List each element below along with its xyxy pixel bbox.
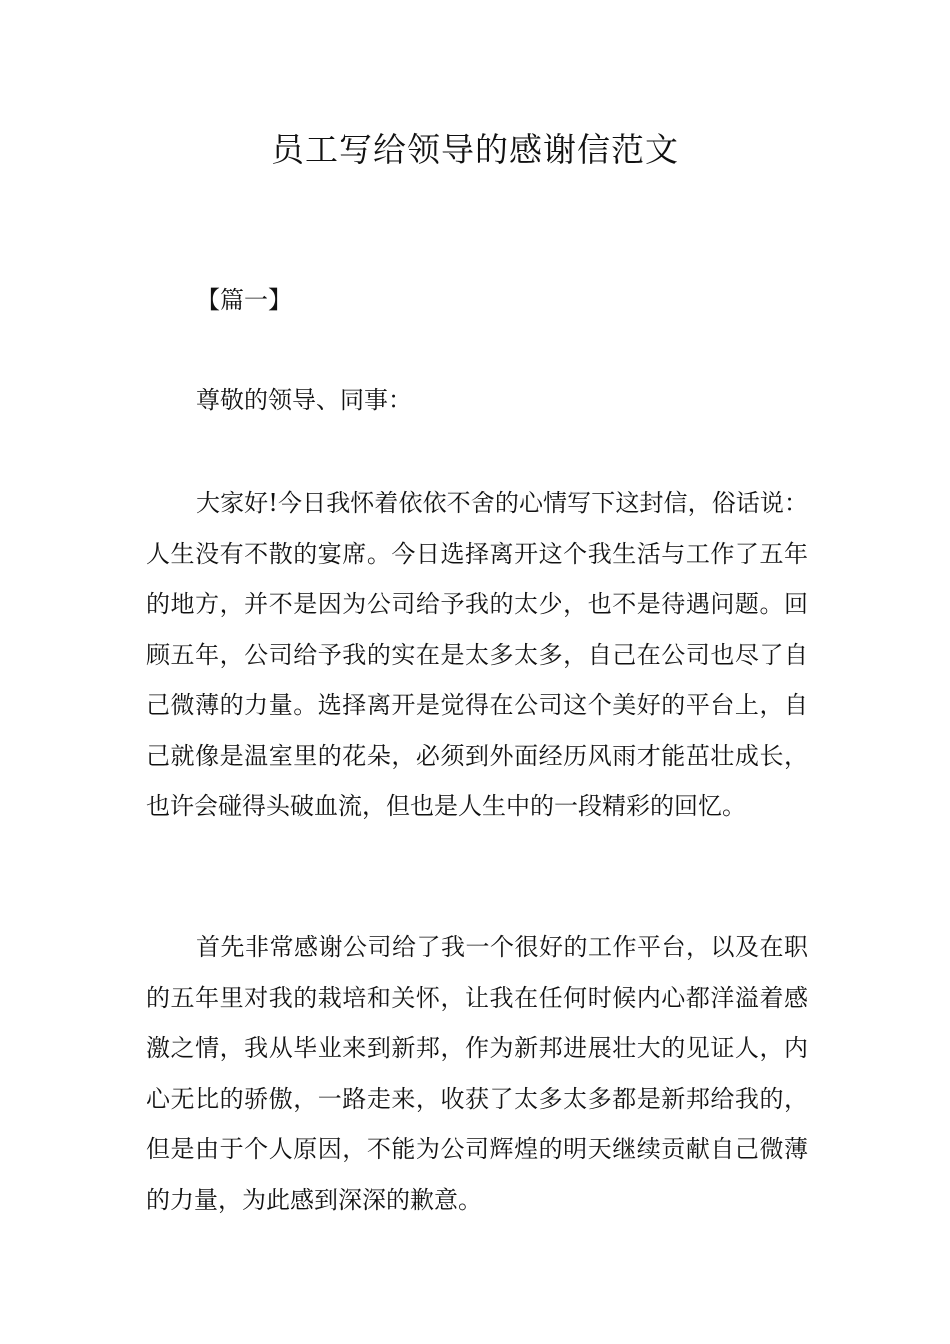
section-label: 【篇一】 <box>196 286 292 314</box>
paragraph-1: 大家好!今日我怀着依依不舍的心情写下这封信，俗话说：人生没有不散的宴席。今日选择离开这个我生活与工作了五年的地方，并不是因为公司给予我的太少，也不是待遇问题。回顾五年，公司给予我的实在是太多太多，自己在公司也尽了自己微薄的力量。选择离开是觉得在公司这个美好的平台上，自己就像是温室里的花朵，必须到外面经历风雨才能茁壮成长，也许会碰得头破血流，但也是人生中的一段精彩的回忆。 <box>146 489 808 820</box>
salutation: 尊敬的领导、同事： <box>196 386 412 414</box>
paragraph-2: 首先非常感谢公司给了我一个很好的工作平台，以及在职的五年里对我的栽培和关怀，让我在任何时候内心都洋溢着感激之情，我从毕业来到新邦，作为新邦进展壮大的见证人，内心无比的骄傲，一路走来，收获了太多太多都是新邦给我的，但是由于个人原因，不能为公司辉煌的明天继续贡献自己微薄的力量，为此感到深深的歉意。 <box>146 933 808 1214</box>
document-title: 员工写给领导的感谢信范文 <box>271 130 679 169</box>
